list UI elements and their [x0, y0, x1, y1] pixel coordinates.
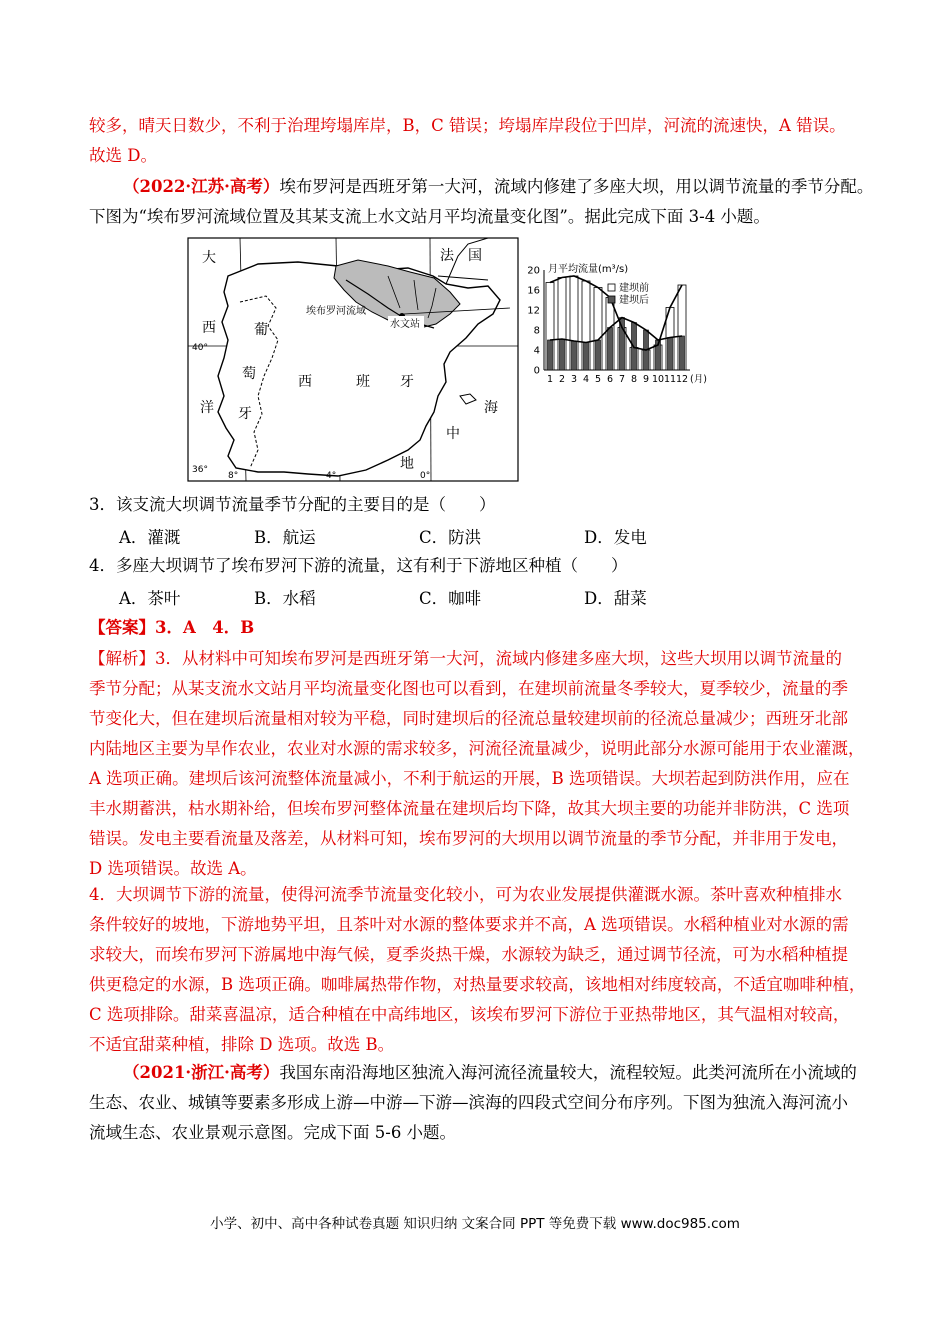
label-lat36: 36° — [192, 465, 208, 475]
x-axis-unit: (月) — [690, 374, 707, 385]
y-tick-label: 4 — [533, 345, 540, 357]
bar-after — [680, 336, 685, 370]
chart-title: 月平均流量(m³/s) — [548, 264, 629, 275]
y-tick-label: 0 — [533, 365, 540, 377]
flow-chart — [527, 262, 707, 385]
q3-stem: 3．该支流大坝调节流量季节分配的主要目的是（ ） — [89, 495, 496, 514]
q4-option-d[interactable]: D．甜菜 — [584, 589, 647, 608]
figure-ebro-map-chart — [188, 236, 707, 484]
analysis4-line: 供更稳定的水源，B 选项正确。咖啡属热带作物，对热量要求较高，该地相对纬度较高，不适宜咖啡种植， — [89, 975, 866, 994]
y-axis — [527, 266, 544, 377]
x-tick-label: 2 — [558, 374, 566, 385]
x-tick-label: 8 — [630, 374, 638, 385]
page-footer: 小学、初中、高中各种试卷真题 知识归纳 文案合同 PPT 等免费下载 www.doc985.com — [210, 1216, 740, 1232]
label-lat40: 40° — [192, 343, 208, 353]
bar-after — [572, 341, 577, 370]
answer-line: 【答案】3．A 4．B — [89, 618, 255, 637]
x-tick-label: 12 — [675, 374, 689, 385]
y-tick-label: 20 — [527, 265, 540, 277]
prev-answer-line1: 较多，晴天日数少，不利于治理垮塌库岸，B，C 错误；垮塌库岸段位于凹岸，河流的流速快，A 错误。 — [89, 116, 846, 135]
label-france: 法 国 — [440, 248, 482, 264]
bar-after — [608, 328, 613, 371]
q4-option-c[interactable]: C．咖啡 — [419, 589, 482, 608]
q34-intro-line2: 下图为“埃布罗河流域位置及其某支流上水文站月平均流量变化图”。据此完成下面 3-4 小题。 — [89, 207, 770, 226]
y-tick-label: 12 — [527, 305, 540, 317]
q34-intro-text: 埃布罗河是西班牙第一大河，流域内修建了多座大坝，用以调节流量的季节分配。 — [279, 177, 874, 196]
chart-legend — [608, 281, 649, 306]
q3-option-b[interactable]: B．航运 — [254, 528, 316, 547]
bar-after — [560, 339, 565, 370]
bar-after — [596, 340, 601, 370]
q3-option-d[interactable]: D．发电 — [584, 528, 647, 547]
label-pu: 葡 — [254, 322, 268, 338]
label-xi: 西 — [202, 320, 216, 336]
label-zhong: 中 — [446, 426, 460, 442]
bar-after — [668, 338, 673, 371]
analysis4-line: 求较大，而埃布罗河下游属地中海气候，夏季炎热干燥，水源较为缺乏，通过调节径流，可为水稻种植提 — [89, 945, 848, 964]
prev-answer-line2: 故选 D。 — [89, 146, 157, 165]
q34-intro-line1 — [123, 176, 873, 198]
q56-intro-text: 我国东南沿海地区独流入海河流径流量较大，流程较短。此类河流所在小流域的 — [279, 1063, 857, 1082]
q4-stem: 4．多座大坝调节了埃布罗河下游的流量，这有利于下游地区种植（ ） — [89, 556, 628, 575]
analysis3-line: 错误。发电主要看流量及落差，从材料可知，埃布罗河的大坝用以调节流量的季节分配，并非用于发电， — [89, 829, 848, 848]
legend-label-after: 建坝后 — [619, 295, 649, 306]
legend-swatch-before — [608, 284, 615, 291]
legend-swatch-after — [608, 296, 615, 303]
q56-intro-line2: 生态、农业、城镇等要素多形成上游—中游—下游—滨海的四段式空间分布序列。下图为独流入海河流小 — [89, 1093, 848, 1112]
q3-option-a[interactable]: A．灌溉 — [119, 528, 181, 547]
analysis3-line: 丰水期蓄洪，枯水期补给，但埃布罗河整体流量在建坝后均下降，故其大坝主要的功能并非防洪，C 选项 — [89, 799, 850, 818]
label-ban: 班 — [356, 374, 370, 390]
x-axis — [544, 370, 707, 385]
x-tick-label: 9 — [642, 374, 650, 385]
label-tao: 萄 — [242, 366, 256, 382]
y-tick-label: 8 — [533, 325, 540, 337]
bars — [546, 276, 686, 370]
bar-after — [548, 340, 553, 370]
analysis3-line: D 选项错误。故选 A。 — [89, 859, 257, 878]
analysis4-line: C 选项排除。甜菜喜温凉，适合种植在中高纬地区，该埃布罗河下游位于亚热带地区，其气温相对较高， — [89, 1005, 850, 1024]
analysis3-line: 内陆地区主要为旱作农业，农业对水源的需求较多，河流径流量减少，说明此部分水源可能用于农业灌溉， — [89, 739, 865, 758]
ebro-basin-map — [188, 238, 518, 481]
analysis3-line: 【解析】3．从材料中可知埃布罗河是西班牙第一大河，流域内修建多座大坝，这些大坝用以调节流量的 — [89, 649, 842, 668]
q56-source: （2021·浙江·高考） — [123, 1063, 280, 1082]
analysis4-line: 4．大坝调节下游的流量，使得河流季节流量变化较小，可为农业发展提供灌溉水源。茶叶喜欢种植排水 — [89, 885, 842, 904]
label-xi-sp: 西 — [298, 374, 312, 390]
x-tick-label: 7 — [618, 374, 626, 385]
x-tick-label: 4 — [582, 374, 590, 385]
analysis3-line: 季节分配；从某支流水文站月平均流量变化图也可以看到，在建坝前流量冬季较大，夏季较少，流量的季 — [89, 679, 848, 698]
x-tick-label: 10 — [651, 374, 665, 385]
q4-option-a[interactable]: A．茶叶 — [119, 589, 181, 608]
x-tick-label: 3 — [570, 374, 578, 385]
y-tick-label: 16 — [527, 285, 540, 297]
q4-option-b[interactable]: B．水稻 — [254, 589, 316, 608]
label-yang: 洋 — [200, 400, 214, 416]
analysis3-line: 节变化大，但在建坝后流量相对较为平稳，同时建坝后的径流总量较建坝前的径流总量减少；西班牙北部 — [89, 709, 848, 728]
x-tick-label: 5 — [594, 374, 602, 385]
label-lon0: 0° — [420, 471, 431, 481]
label-hai: 海 — [484, 400, 498, 416]
q34-source: （2022·江苏·高考） — [123, 177, 280, 196]
analysis4-line: 不适宜甜菜种植，排除 D 选项。故选 B。 — [89, 1035, 395, 1054]
q56-intro-line1 — [123, 1062, 857, 1084]
label-da: 大 — [202, 250, 216, 266]
label-ya-sp: 牙 — [400, 374, 414, 390]
label-ya-pt: 牙 — [238, 406, 252, 422]
bar-after — [584, 343, 589, 371]
label-di: 地 — [400, 456, 414, 472]
analysis4-line: 条件较好的坡地，下游地势平坦，且茶叶对水源的整体要求并不高，A 选项错误。水稻种植业对水源的需 — [89, 915, 849, 934]
x-tick-label: 6 — [606, 374, 614, 385]
label-basin: 埃布罗河流域 — [306, 306, 366, 317]
label-station: 水文站 — [390, 319, 420, 330]
label-lon8: 8° — [228, 471, 239, 481]
label-lon4: 4° — [326, 471, 337, 481]
q3-option-c[interactable]: C．防洪 — [419, 528, 482, 547]
q56-intro-line3: 流域生态、农业景观示意图。完成下面 5-6 小题。 — [89, 1123, 457, 1142]
legend-label-before: 建坝前 — [619, 283, 649, 294]
x-tick-label: 11 — [663, 374, 677, 385]
analysis3-line: A 选项正确。建坝后该河流整体流量减小，不利于航运的开展，B 选项错误。大坝若起到防洪作用，应在 — [89, 769, 850, 788]
x-tick-label: 1 — [546, 374, 554, 385]
